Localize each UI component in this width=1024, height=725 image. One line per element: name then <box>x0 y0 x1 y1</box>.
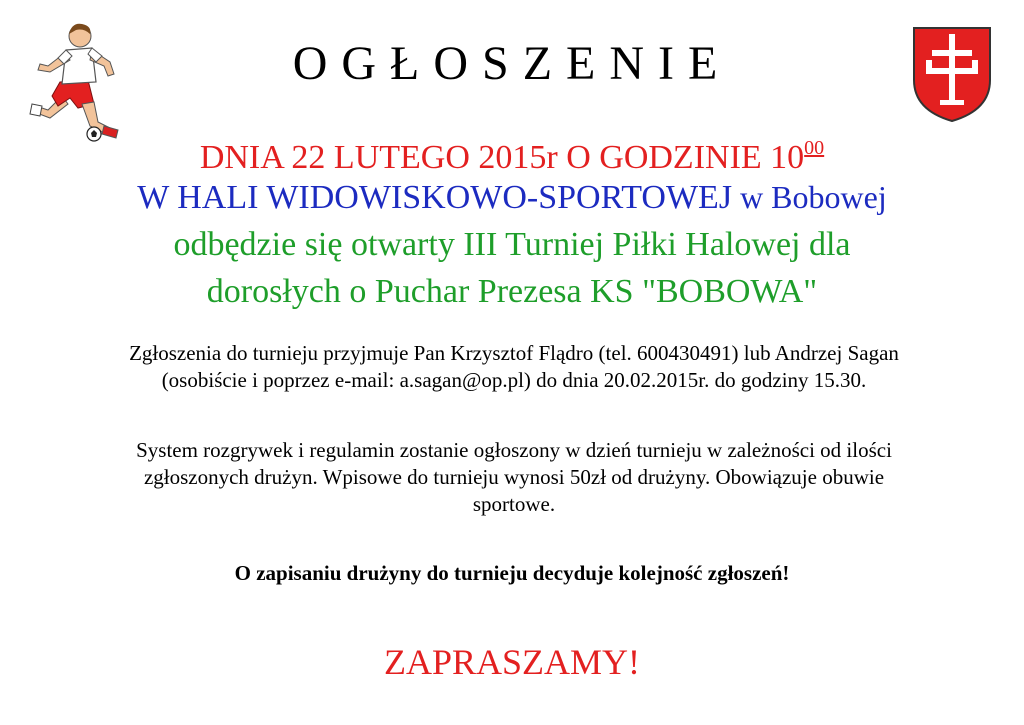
tournament-line-2: dorosłych o Puchar Prezesa KS "BOBOWA" <box>206 273 818 310</box>
date-line <box>0 128 1024 178</box>
closing-invitation: ZAPRASZAMY! <box>383 642 641 682</box>
rules-line-3: sportowe. <box>472 492 556 516</box>
rules-line-2: zgłoszonych drużyn. Wpisowe do turnieju wynosi 50zł od drużyny. Obowiązuje obuwie <box>143 465 885 489</box>
registration-notice: O zapisaniu drużyny do turnieju decyduje kolejność zgłoszeń! <box>234 561 790 585</box>
registration-line-1: Zgłoszenia do turnieju przyjmuje Pan Krzysztof Flądro (tel. 600430491) lub Andrzej Sagan <box>129 341 899 365</box>
date-text: DNIA 22 LUTEGO 2015r O GODZINIE 10 <box>199 139 805 176</box>
venue-line <box>0 177 1024 218</box>
registration-paragraph <box>34 340 994 394</box>
tournament-line-1: odbędzie się otwarty III Turniej Piłki Halowej dla <box>173 226 851 263</box>
rules-paragraph <box>34 437 994 518</box>
venue-caps: W HALI WIDOWISKOWO-SPORTOWEJ <box>137 179 733 216</box>
time-superscript: 00 <box>804 137 825 159</box>
venue-place: w Bobowej <box>732 179 887 215</box>
page-title: OGŁOSZENIE <box>292 37 732 90</box>
registration-line-2: (osobiście i poprzez e-mail: a.sagan@op.pl) do dnia 20.02.2015r. do godziny 15.30. <box>161 368 867 392</box>
rules-line-1: System rozgrywek i regulamin zostanie ogłoszony w dzień turnieju w zależności od ilości <box>136 438 892 462</box>
